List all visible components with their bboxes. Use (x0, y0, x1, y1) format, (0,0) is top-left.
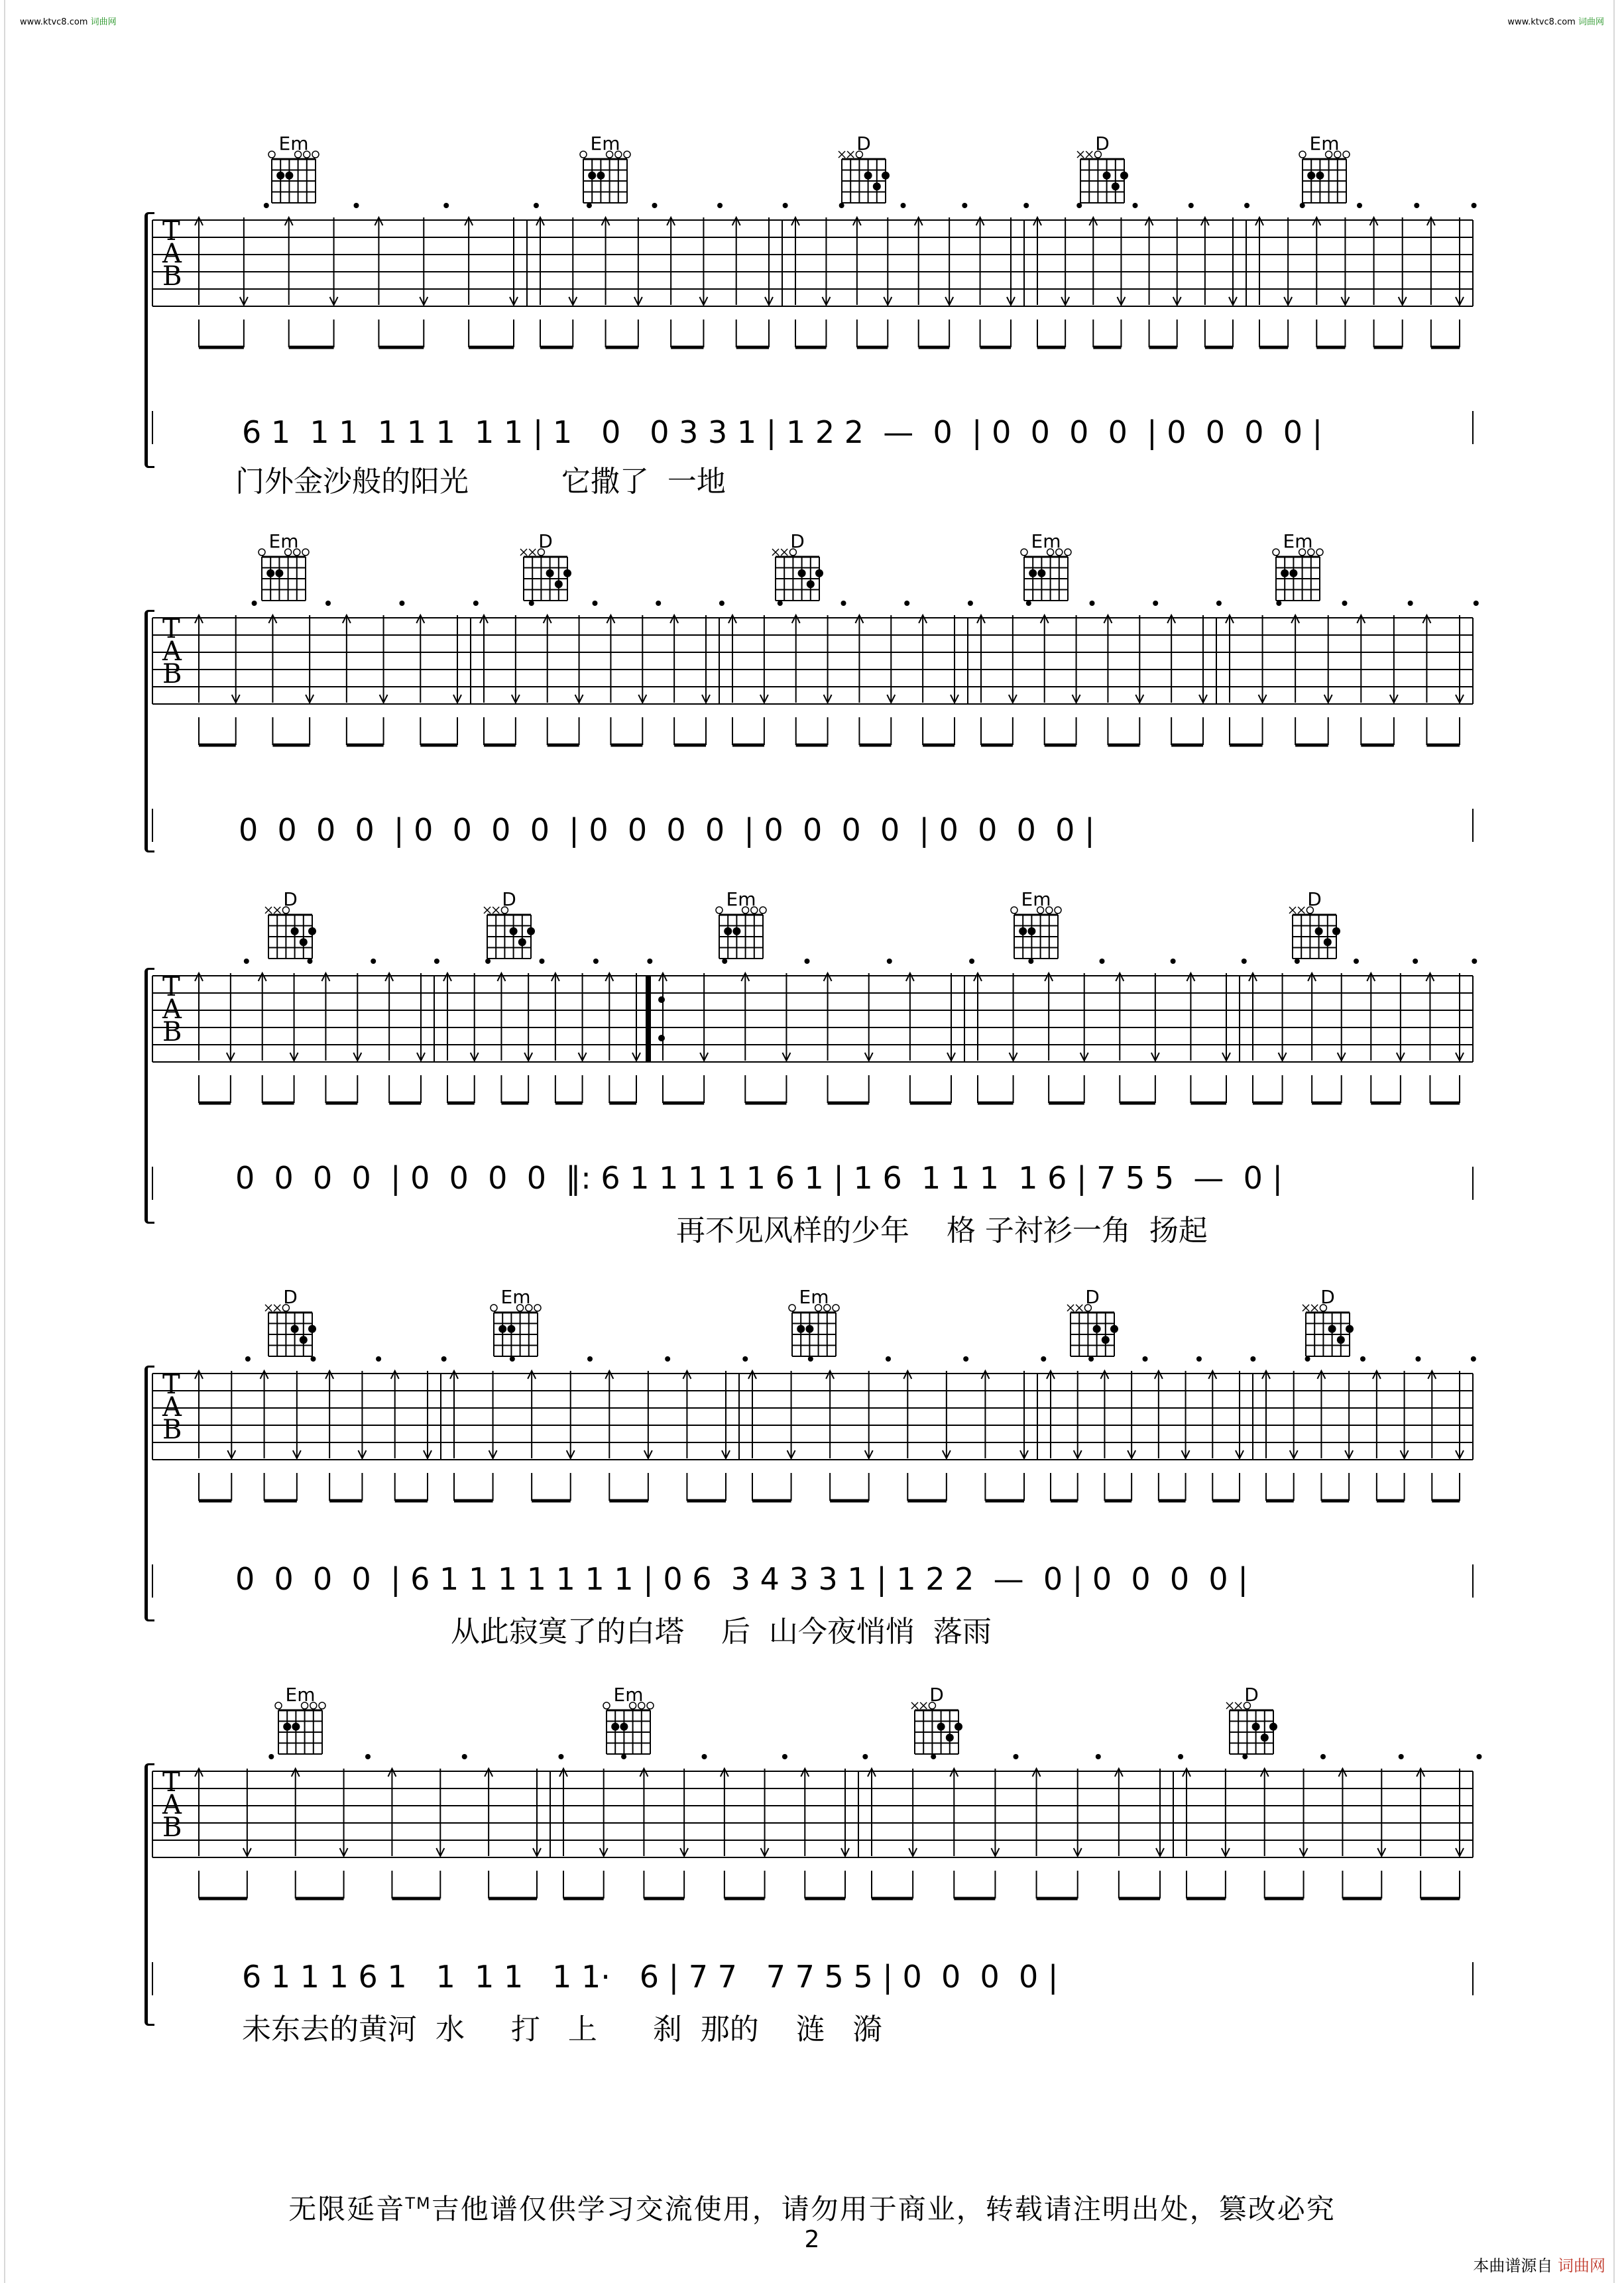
chord-diagram-d (772, 530, 823, 601)
repeat-sign (646, 976, 651, 1062)
score-system-4 (0, 1273, 1624, 1649)
chord-diagram-d (265, 1286, 316, 1356)
staccato-dot (1476, 1754, 1481, 1759)
staccato-dot (325, 601, 331, 606)
staccato-dot (1153, 601, 1158, 606)
staccato-dot (1413, 959, 1418, 964)
header-right-source: www.ktvc8.com 词曲网 (1507, 17, 1604, 27)
staccato-dot (901, 203, 906, 208)
svg-text:Em: Em (268, 530, 299, 552)
tab-letter: B (162, 1812, 182, 1843)
staccato-dot (308, 959, 313, 964)
staccato-dot (1196, 1356, 1202, 1362)
tab-letter: B (162, 1415, 182, 1445)
staccato-dot (1242, 1754, 1247, 1759)
staccato-dot (371, 959, 376, 964)
staccato-dot (587, 1356, 593, 1362)
staccato-dot (264, 203, 269, 208)
staccato-dot (621, 1754, 626, 1759)
staccato-dot (963, 1356, 968, 1362)
tab-letter: A (162, 636, 182, 667)
staccato-dot (1320, 1754, 1326, 1759)
staccato-dot (1414, 203, 1419, 208)
staccato-dot (742, 1356, 748, 1362)
staccato-dot (1088, 1356, 1094, 1362)
svg-text:Em: Em (799, 1286, 829, 1308)
staccato-dot (1026, 601, 1031, 606)
svg-text:Em: Em (278, 133, 309, 154)
staccato-dot (540, 959, 545, 964)
tab-staff-2 (0, 517, 1624, 862)
copyright-notice: 无限延音™吉他谱仅供学习交流使用，请勿用于商业，转载请注明出处，篡改必究 (288, 2193, 1336, 2225)
staccato-dot (931, 1754, 936, 1759)
chord-diagram-d (1077, 133, 1128, 203)
staccato-dot (778, 601, 783, 606)
tab-letter: A (162, 1790, 182, 1820)
chord-diagram-d (1303, 1286, 1354, 1356)
staccato-dot (652, 203, 658, 208)
chord-diagram-em (491, 1286, 541, 1356)
tab-letter: B (162, 261, 182, 292)
repeat-dot (658, 996, 665, 1003)
staccato-dot (1100, 959, 1105, 964)
staccato-dot (1472, 203, 1477, 208)
tab-letter: A (162, 994, 182, 1025)
staccato-dot (1474, 601, 1479, 606)
staccato-dot (665, 1356, 670, 1362)
staccato-dot (1178, 1754, 1183, 1759)
staccato-dot (1244, 203, 1249, 208)
staccato-dot (593, 959, 599, 964)
svg-text:Em: Em (1031, 530, 1061, 552)
chord-diagram-em (1299, 133, 1350, 203)
staccato-dot (1133, 203, 1138, 208)
staccato-dot (841, 601, 846, 606)
jianpu-line-2: 0 0 0 0 | 0 0 0 0 | 0 0 0 0 | 0 0 0 0 | 0 0 0 0 | (239, 812, 1095, 848)
svg-text:Em: Em (726, 888, 756, 910)
lyrics-line-5: 未东去的黄河 水 打 上 刹 那的 涟 漪 (242, 2013, 882, 2046)
staccato-dot (1300, 203, 1305, 208)
staccato-dot (376, 1356, 381, 1362)
tab-letter: T (162, 1767, 180, 1798)
staccato-dot (485, 959, 491, 964)
staccato-dot (1171, 959, 1176, 964)
staccato-dot (434, 959, 439, 964)
staccato-dot (1295, 959, 1300, 964)
staccato-dot (1415, 1356, 1421, 1362)
svg-text:D: D (283, 888, 298, 910)
chord-diagram-em (603, 1684, 654, 1754)
svg-text:Em: Em (285, 1684, 316, 1706)
svg-text:D: D (538, 530, 553, 552)
chord-diagram-em (580, 133, 630, 203)
staccato-dot (1471, 1356, 1476, 1362)
staccato-dot (244, 959, 249, 964)
staccato-dot (1216, 601, 1222, 606)
staccato-dot (962, 203, 967, 208)
chord-diagram-em (1011, 888, 1061, 959)
staccato-dot (1242, 959, 1247, 964)
chord-diagram-em (716, 888, 766, 959)
staccato-dot (1041, 1356, 1046, 1362)
staccato-dot (968, 601, 973, 606)
chord-diagram-d (1226, 1684, 1277, 1754)
tab-letter: T (162, 972, 180, 1002)
svg-text:Em: Em (590, 133, 620, 154)
staccato-dot (462, 1754, 467, 1759)
jianpu-line-5: 6 1 1 1 6 1 1 1 1 1 1· 6 | 7 7 7 7 5 5 | 0 0 0 0 | (242, 1959, 1059, 1995)
staccato-dot (473, 601, 479, 606)
staccato-dot (1357, 203, 1362, 208)
tab-letter: B (162, 1017, 182, 1047)
staccato-dot (722, 959, 727, 964)
tab-letter: T (162, 1370, 180, 1400)
repeat-dot (658, 1035, 665, 1041)
staccato-dot (969, 959, 974, 964)
page-number: 2 (804, 2226, 820, 2253)
tab-letter: B (162, 659, 182, 689)
staccato-dot (647, 959, 652, 964)
svg-text:Em: Em (613, 1684, 644, 1706)
chord-diagram-d (520, 530, 571, 601)
staccato-dot (1143, 1356, 1148, 1362)
staccato-dot (365, 1754, 371, 1759)
staccato-dot (1028, 959, 1033, 964)
staccato-dot (719, 601, 725, 606)
staccato-dot (441, 1356, 447, 1362)
staccato-dot (443, 203, 449, 208)
score-system-2 (0, 517, 1624, 862)
svg-text:D: D (1320, 1286, 1335, 1308)
staccato-dot (1354, 959, 1359, 964)
staccato-dot (354, 203, 359, 208)
svg-text:D: D (1244, 1684, 1259, 1706)
staccato-dot (656, 601, 661, 606)
staccato-dot (904, 601, 909, 606)
chord-diagram-d (265, 888, 316, 959)
lyrics-line-3: 再不见风样的少年 格 子衬衫一角 扬起 (676, 1214, 1208, 1248)
chord-diagram-em (275, 1684, 325, 1754)
staccato-dot (252, 601, 257, 606)
staccato-dot (783, 203, 788, 208)
svg-text:D: D (1307, 888, 1322, 910)
svg-text:D: D (929, 1684, 944, 1706)
staccato-dot (805, 959, 810, 964)
jianpu-line-3: 0 0 0 0 | 0 0 0 0 ‖: 6 1 1 1 1 1 6 1 | 1 6 1 1 1 1 6 | 7 5 5 — 0 | (235, 1160, 1283, 1196)
tab-letter: T (162, 614, 180, 644)
staccato-dot (399, 601, 404, 606)
staccato-dot (1399, 1754, 1404, 1759)
staccato-dot (1276, 601, 1281, 606)
lyrics-line-1: 门外金沙般的阳光 它撒了 一地 (235, 465, 726, 498)
staccato-dot (1090, 601, 1095, 606)
staccato-dot (1472, 959, 1477, 964)
score-system-3 (0, 875, 1624, 1248)
chord-diagram-d (1067, 1286, 1118, 1356)
staccato-dot (808, 1356, 813, 1362)
header-left-source: www.ktvc8.com 词曲网 (20, 17, 117, 27)
staccato-dot (782, 1754, 787, 1759)
chord-diagram-em (1021, 530, 1071, 601)
staccato-dot (887, 959, 892, 964)
tab-letter: A (162, 239, 182, 269)
staccato-dot (558, 1754, 563, 1759)
svg-text:Em: Em (500, 1286, 531, 1308)
staccato-dot (702, 1754, 707, 1759)
chord-diagram-d (484, 888, 535, 959)
chord-diagram-em (789, 1286, 839, 1356)
staccato-dot (587, 203, 592, 208)
score-system-5 (0, 1670, 1624, 2046)
staccato-dot (534, 203, 539, 208)
chord-diagram-d (1289, 888, 1340, 959)
svg-text:D: D (856, 133, 871, 154)
staccato-dot (1305, 1356, 1310, 1362)
svg-text:D: D (283, 1286, 298, 1308)
chord-diagram-d (839, 133, 890, 203)
tab-letter: A (162, 1392, 182, 1423)
staccato-dot (510, 1356, 515, 1362)
staccato-dot (268, 1754, 274, 1759)
staccato-dot (311, 1356, 316, 1362)
staccato-dot (1096, 1754, 1101, 1759)
svg-text:D: D (1095, 133, 1110, 154)
staccato-dot (593, 601, 598, 606)
staccato-dot (245, 1356, 251, 1362)
source-credit: 本曲谱源自 词曲网 (1473, 2256, 1605, 2275)
lyrics-line-4: 从此寂寞了的白塔 后 山今夜悄悄 落雨 (451, 1615, 992, 1649)
chord-diagram-em (259, 530, 309, 601)
score-system-1 (0, 119, 1624, 498)
staccato-dot (1076, 203, 1082, 208)
svg-text:Em: Em (1021, 888, 1051, 910)
staccato-dot (1014, 1754, 1019, 1759)
jianpu-line-1: 6 1 1 1 1 1 1 1 1 | 1 0 0 3 3 1 | 1 2 2 — 0 | 0 0 0 0 | 0 0 0 0 | (242, 414, 1323, 450)
staccato-dot (1023, 203, 1029, 208)
chord-diagram-em (1273, 530, 1323, 601)
staccato-dot (717, 203, 723, 208)
staccato-dot (1408, 601, 1413, 606)
staccato-dot (862, 1754, 868, 1759)
svg-text:Em: Em (1309, 133, 1340, 154)
svg-text:D: D (502, 888, 516, 910)
tab-letter: T (162, 216, 180, 247)
svg-text:Em: Em (1283, 530, 1313, 552)
jianpu-line-4: 0 0 0 0 | 6 1 1 1 1 1 1 1 | 0 6 3 4 3 3 1 | 1 2 2 — 0 | 0 0 0 0 | (235, 1561, 1248, 1597)
chord-diagram-d (911, 1684, 962, 1754)
staccato-dot (839, 203, 844, 208)
svg-text:D: D (790, 530, 805, 552)
staccato-dot (1250, 1356, 1255, 1362)
staccato-dot (1360, 1356, 1365, 1362)
staccato-dot (529, 601, 534, 606)
staccato-dot (1189, 203, 1194, 208)
staccato-dot (1342, 601, 1348, 606)
staccato-dot (886, 1356, 891, 1362)
chord-diagram-em (268, 133, 319, 203)
svg-text:D: D (1085, 1286, 1100, 1308)
